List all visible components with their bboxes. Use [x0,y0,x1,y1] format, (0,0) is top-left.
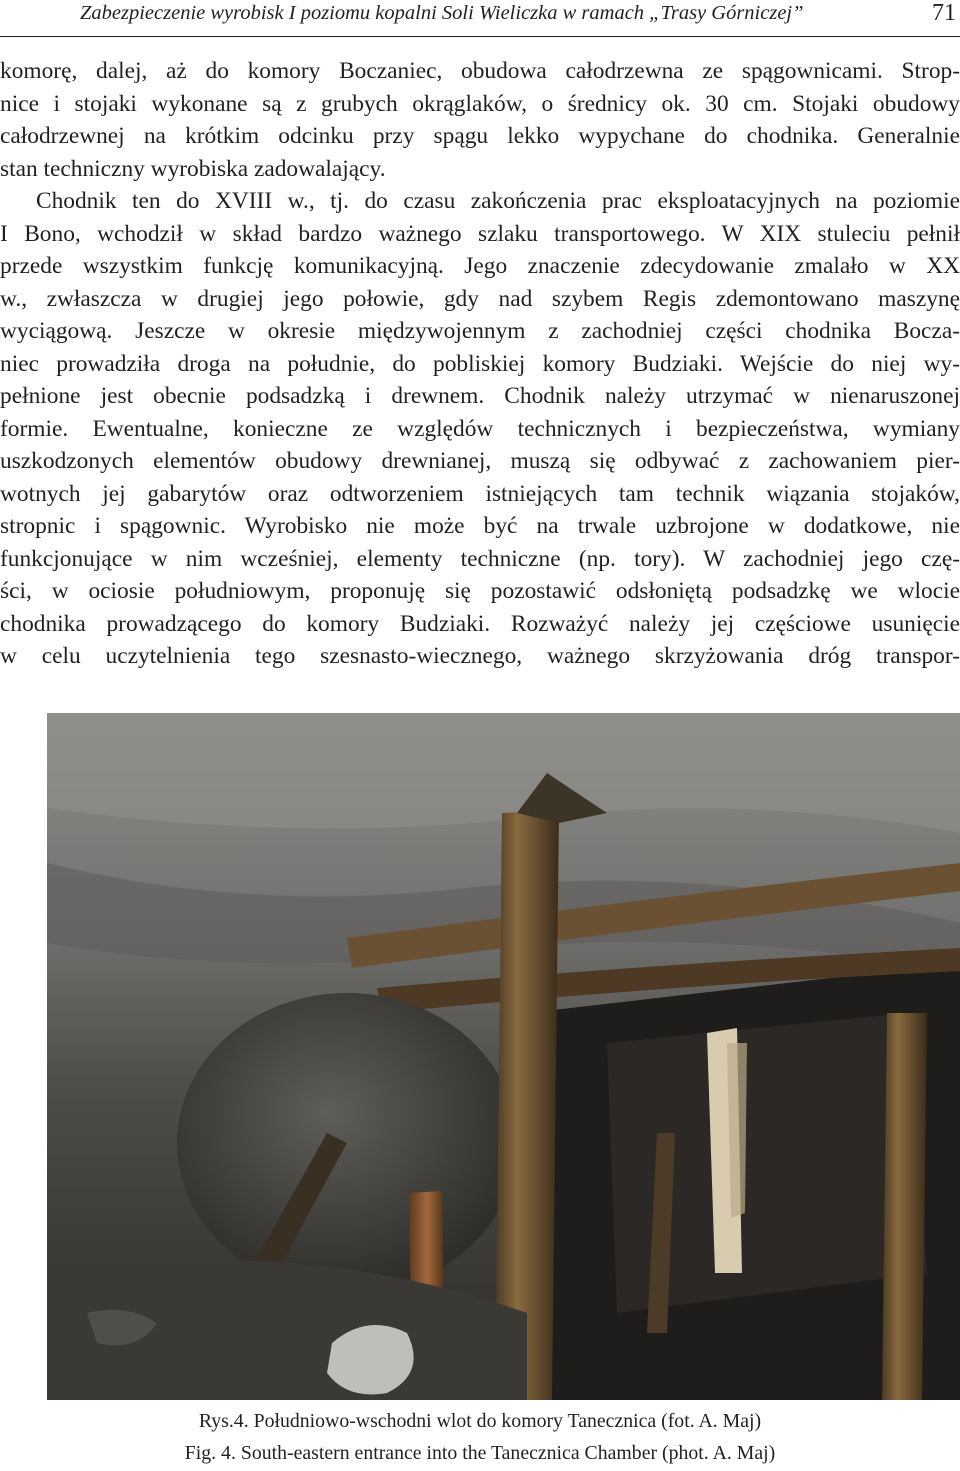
text-line: Chodnik ten do XVIII w., tj. do czasu zakończenia prac eksploatacyjnych na poziomie [36,188,960,214]
text-line: w., zwłaszcza w drugiej jego połowie, gdy nad szybem Regis zdemontowano maszynę [0,285,960,312]
text-line: stan techniczny wyrobiska zadowalający. [0,155,386,182]
mine-photo [47,713,960,1400]
page-number: 71 [932,0,956,26]
text-line: formie. Ewentualne, konieczne ze względów technicznych i bezpieczeństwa, wymiany [0,415,960,442]
text-line: chodnika prowadzącego do komory Budziaki. Rozważyć należy jej częściowe usunięcie [0,610,960,637]
text-line: uszkodzonych elementów obudowy drewnianej, muszą się odbywać z zachowaniem pier- [0,448,960,474]
text-line: w celu uczytelnienia tego szesnasto-wiecznego, ważnego skrzyżowania dróg transpor- [0,643,960,669]
text-line: niec prowadziła droga na południe, do pobliskiej komory Budziaki. Wejście do niej wy- [0,350,960,377]
text-line: pełnione jest obecnie podsadzką i drewnem. Chodnik należy utrzymać w nienaruszonej [0,383,960,409]
figure-caption-english: Fig. 4. South-eastern entrance into the Tanecznica Chamber (phot. A. Maj) [184,1442,776,1464]
running-header-title: Zabezpieczenie wyrobisk I poziomu kopalni Soli Wieliczka w ramach „Trasy Górniczej” [80,2,804,24]
running-header [0,0,960,36]
text-line: całodrzewnej na krótkim odcinku przy spągu lekko wypychane do chodnika. Generalnie [0,123,960,149]
header-rule [0,36,960,37]
text-line: przede wszystkim funkcję komunikacyjną. Jego znaczenie zdecydowanie zmalało w XX [0,253,960,279]
text-line: wyciągową. Jeszcze w okresie międzywojennym z zachodniej części chodnika Bocza- [0,318,960,344]
text-line: funkcjonujące w nim wcześniej, elementy techniczne (np. tory). W zachodniej jego czę- [0,545,960,572]
text-line: nice i stojaki wykonane są z grubych okrąglaków, o średnicy ok. 30 cm. Stojaki obudowy [0,90,960,117]
text-line: stropnic i spągownic. Wyrobisko nie może być na trwale uzbrojone w dodatkowe, nie [0,513,960,539]
text-line: komorę, dalej, aż do komory Boczaniec, obudowa całodrzewna ze spągownicami. Strop- [0,58,960,84]
figure-caption-polish: Rys.4. Południowo-wschodni wlot do komory Tanecznica (fot. A. Maj) [198,1410,762,1432]
mine-photo-illustration [47,713,960,1400]
text-line: ści, w ociosie południowym, proponuję się pozostawić odsłoniętą podsadzkę we wlocie [0,578,960,604]
text-line: wotnych jej gabarytów oraz odtworzeniem istniejących tam technik wiązania stojaków, [0,480,960,507]
body-text [0,55,960,673]
text-line: I Bono, wchodził w skład bardzo ważnego szlaku transportowego. W XIX stuleciu pełnił [0,220,960,247]
